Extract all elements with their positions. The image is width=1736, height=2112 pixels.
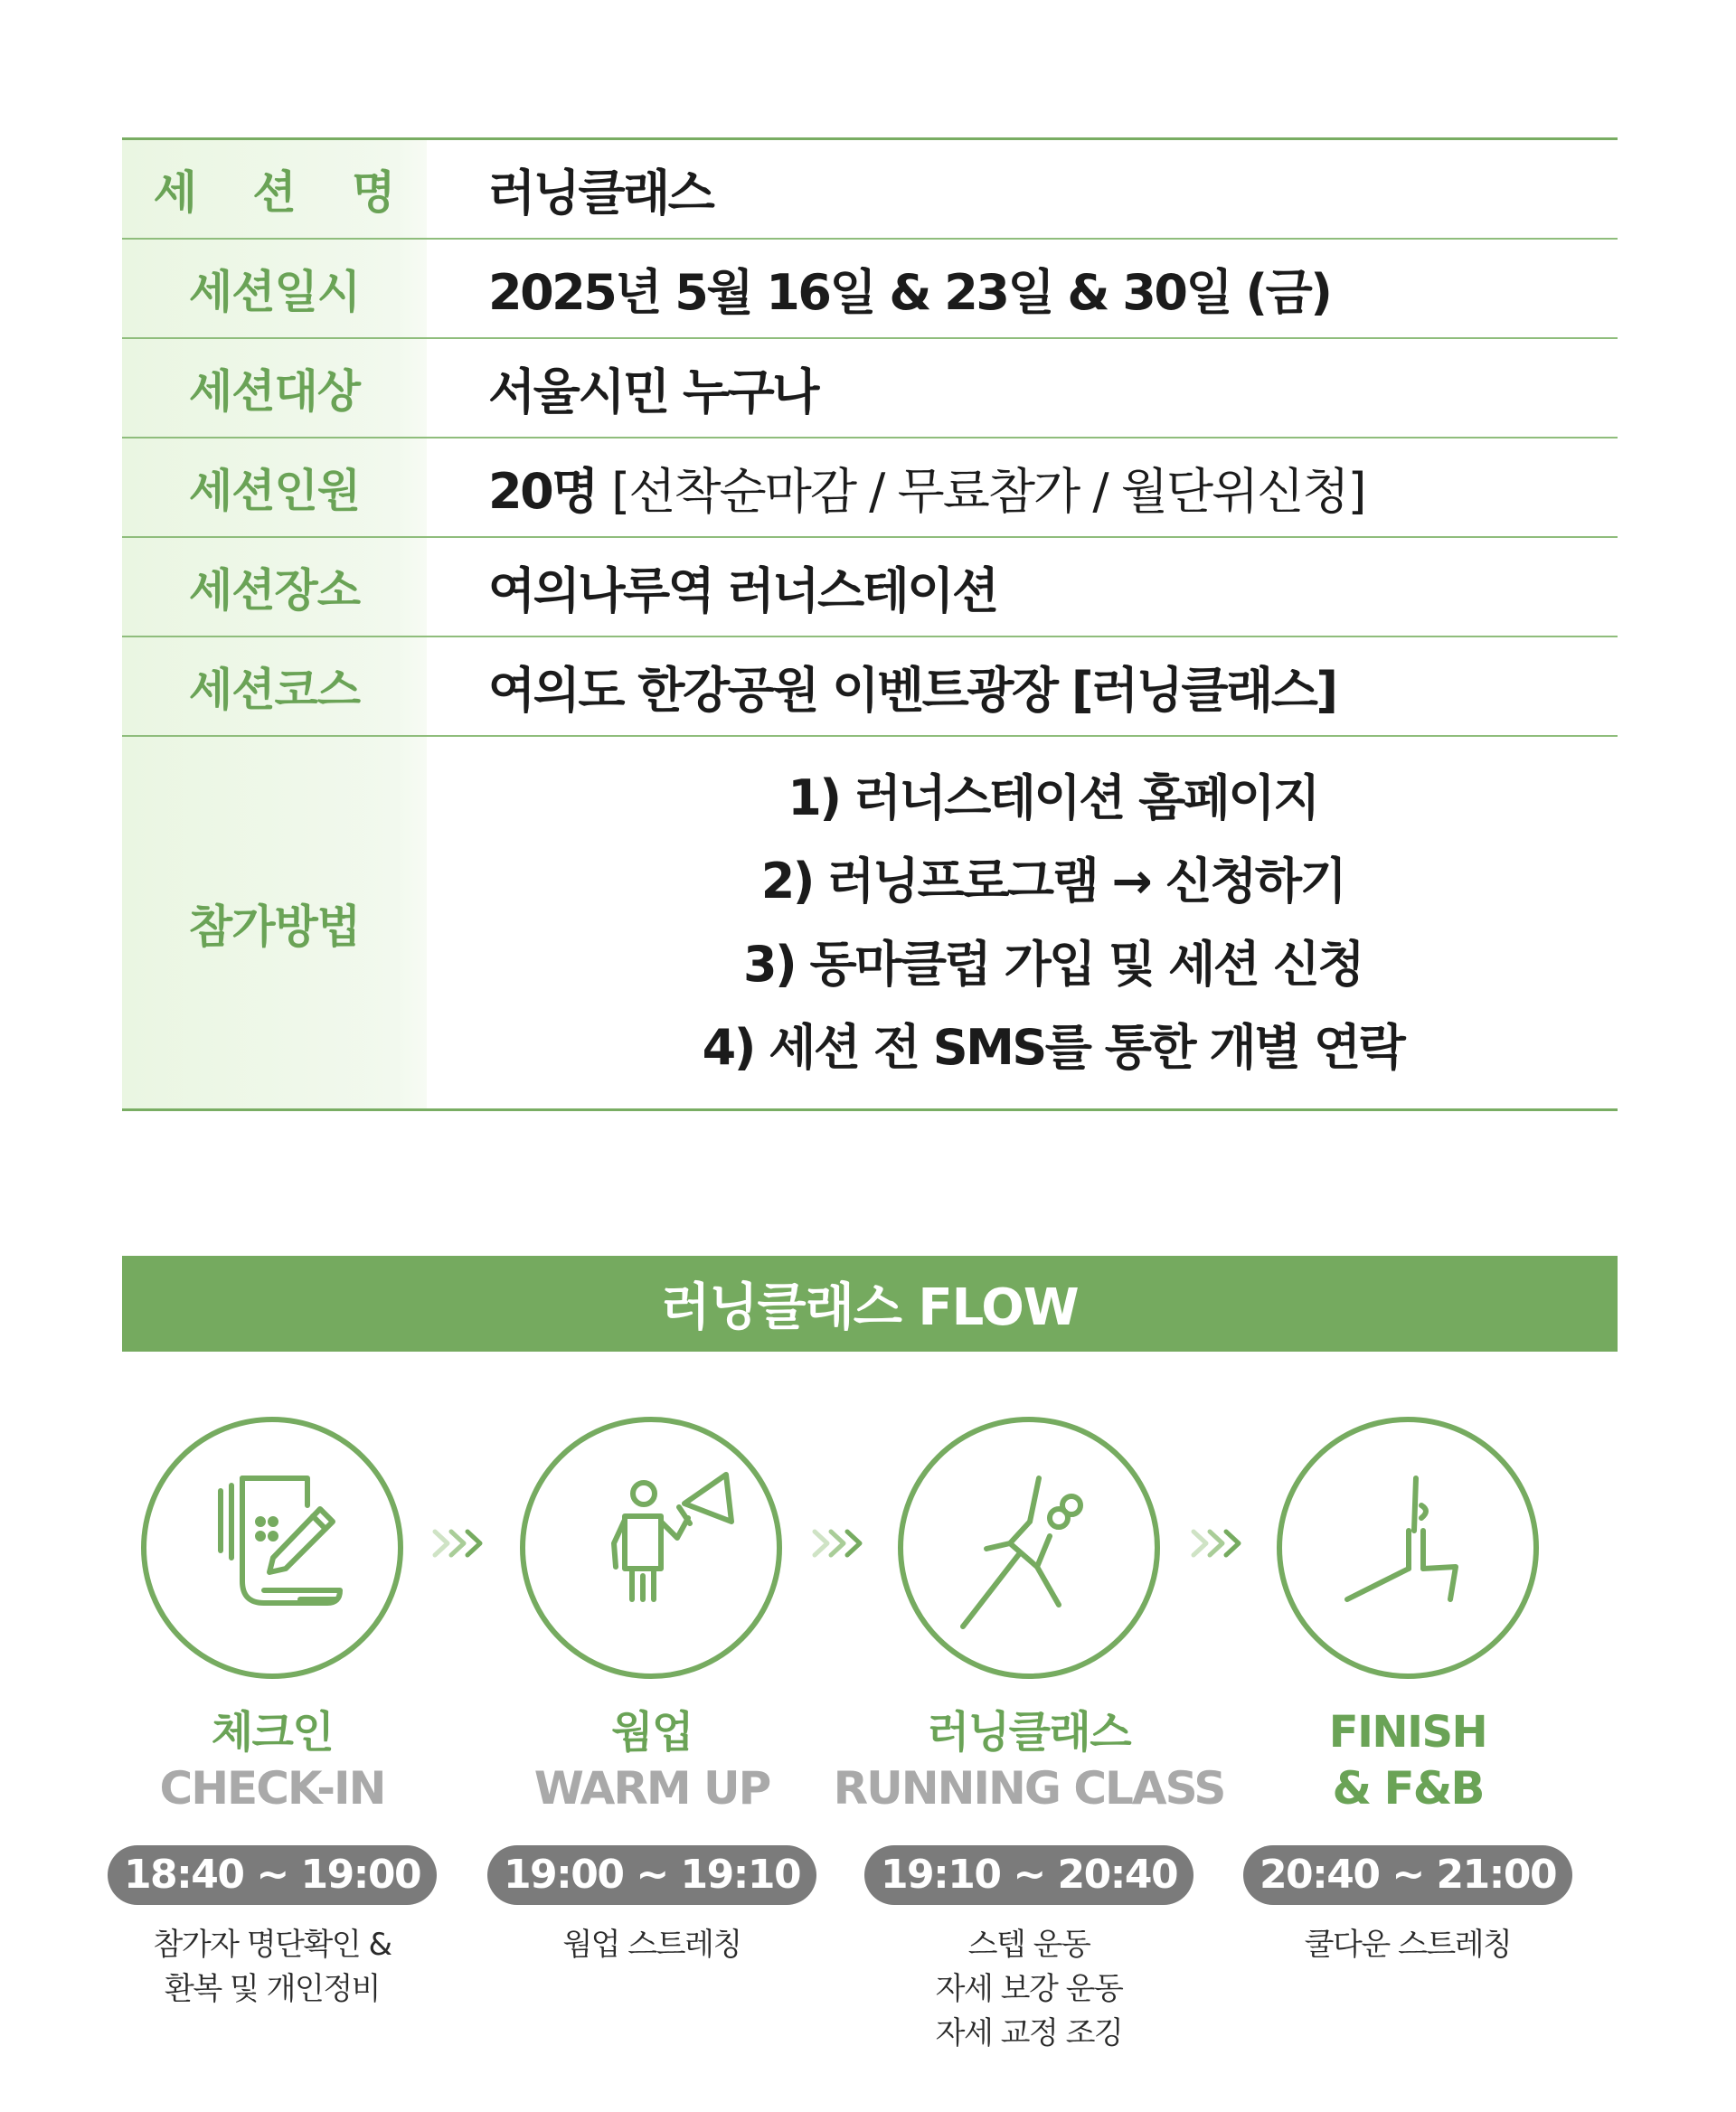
info-row-place [122, 538, 1618, 637]
stage-name-en: WARM UP [533, 1762, 770, 1815]
flow-title-banner: 러닝클래스 FLOW [122, 1256, 1618, 1352]
row-label: 세션일시 [122, 240, 427, 337]
checklist-icon [141, 1417, 403, 1679]
stage-desc [830, 1923, 1228, 2056]
method-step: 2) 러닝프로그램 → 신청하기 [760, 852, 1345, 910]
info-row-method [122, 737, 1618, 1111]
desc-line: 참가자 명단확인 & [153, 1927, 392, 1963]
stage-name-ko: 러닝클래스 [927, 1707, 1131, 1758]
row-label: 세션코스 [122, 637, 427, 735]
desc-line: 환복 및 개인정비 [164, 1971, 381, 2007]
method-step: 4) 세션 전 SMS를 통한 개별 연락 [702, 1018, 1404, 1076]
stage-finish [1209, 1704, 1607, 1967]
stretch-icon [1277, 1417, 1539, 1679]
time-badge: 19:00 ~ 19:10 [487, 1845, 816, 1905]
chevrons-right-icon [429, 1521, 493, 1566]
stage-desc [1209, 1923, 1607, 1967]
chevrons-right-icon [809, 1521, 873, 1566]
stage-name-ko: FINISH [1328, 1707, 1487, 1758]
method-step: 3) 동마클럽 가입 및 세션 신청 [742, 935, 1363, 993]
megaphone-icon [520, 1417, 782, 1679]
method-step: 1) 러너스테이션 홈페이지 [788, 768, 1318, 826]
stage-name-en: CHECK-IN [159, 1762, 385, 1815]
stage-name-ko: 웜업 [611, 1707, 693, 1758]
row-value: 서울시민 누구나 [488, 363, 817, 420]
info-row-date [122, 240, 1618, 339]
desc-line: 쿨다운 스트레칭 [1304, 1927, 1512, 1963]
info-row-capacity [122, 438, 1618, 538]
desc-line: 자세 보강 운동 [935, 1971, 1123, 2007]
stage-running-class [830, 1704, 1228, 2056]
capacity-count: 20명 [488, 462, 597, 520]
chevrons-right-icon [1188, 1521, 1251, 1566]
capacity-note: [선착순마감 / 무료참가 / 월단위신청] [611, 462, 1365, 520]
info-row-name [122, 140, 1618, 240]
stage-warmup [453, 1704, 851, 1967]
desc-line: 자세 교정 조깅 [935, 2015, 1123, 2051]
info-row-target [122, 339, 1618, 438]
desc-line: 웜업 스트레칭 [562, 1927, 741, 1963]
stage-name-en: & F&B [1332, 1762, 1484, 1815]
session-info-table [122, 137, 1618, 1111]
desc-line: 스텝 운동 [967, 1927, 1090, 1963]
row-label: 세션인원 [122, 438, 427, 536]
row-value: 여의나루역 러너스테이션 [488, 561, 997, 619]
row-value [427, 438, 1618, 536]
time-badge: 18:40 ~ 19:00 [108, 1845, 437, 1905]
stage-checkin [73, 1704, 471, 2012]
row-label: 세 션 명 [122, 140, 427, 238]
time-badge: 20:40 ~ 21:00 [1243, 1845, 1572, 1905]
row-label: 세션대상 [122, 339, 427, 437]
row-value: 여의도 한강공원 이벤트광장 [러닝클래스] [488, 661, 1336, 719]
stage-desc [73, 1923, 471, 2012]
row-value: 러닝클래스 [488, 164, 713, 222]
stage-name-en: RUNNING CLASS [833, 1762, 1225, 1815]
info-row-course [122, 637, 1618, 737]
runner-icon [898, 1417, 1160, 1679]
time-badge: 19:10 ~ 20:40 [864, 1845, 1194, 1905]
row-label: 참가방법 [122, 737, 427, 1108]
stage-name-ko: 체크인 [211, 1707, 334, 1758]
row-label: 세션장소 [122, 538, 427, 636]
row-value: 2025년 5월 16일 & 23일 & 30일 (금) [488, 263, 1331, 321]
stage-desc [453, 1923, 851, 1967]
method-steps [427, 737, 1618, 1108]
